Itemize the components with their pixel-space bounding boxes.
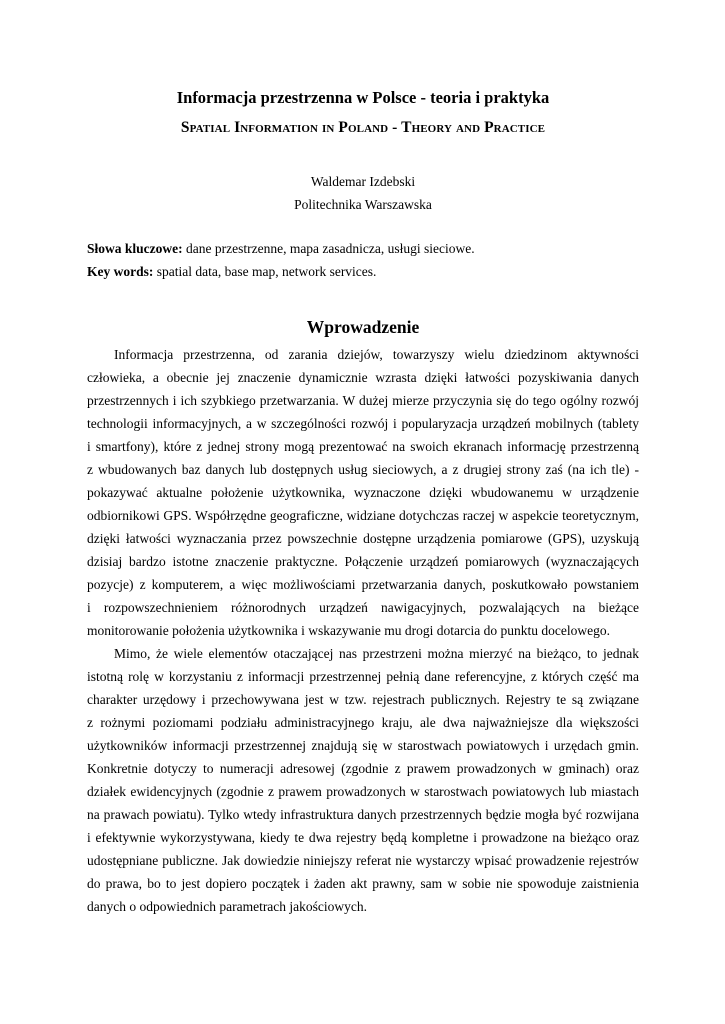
paragraph-line: i smartfony), które z jednej strony mogą prezentować na swoich ekranach informację przestrzenną [87,439,639,454]
paragraph-line: technologii informacyjnych, a w szczególności rozwój i popularyzacja urządzeń mobilnych (tablety [87,416,639,431]
paragraph-line: Informacja przestrzenna, od zarania dziejów, towarzyszy wielu dziedzinom aktywności [114,347,639,362]
keywords-english [87,263,639,281]
paragraph-line: pokazywać aktualne położenie użytkownika, wyznaczone dzięki wbudowanemu w urządzenie [87,485,639,500]
keywords-english-text: spatial data, base map, network services. [153,264,377,279]
paragraph-line: człowieka, a obecnie jej znaczenie dynamicznie wzrasta dzięki łatwości pozyskiwania danych [87,370,639,385]
paragraph [87,343,639,642]
paper-title-polish: Informacja przestrzenna w Polsce - teoria i praktyka [176,88,550,107]
paragraph-line: na prawach powiatu). Tylko wtedy infrastruktura danych przestrzennych będzie mogła być rozwijana [87,807,639,822]
keywords-polish-text: dane przestrzenne, mapa zasadnicza, usługi sieciowe. [182,241,475,256]
paragraph [87,642,639,918]
paragraph-line: charakter urzędowy i przechowywana jest w tzw. rejestrach publicznych. Rejestry te są związane [87,692,639,707]
paragraph-line: z rożnymi poziomami podziału administracyjnego kraju, ale dwa najważniejsze dla większości [87,715,639,730]
paragraph-line: użytkowników informacji przestrzennej znajdują się w starostwach powiatowych i urzędach gmin. [87,738,639,753]
section-heading: Wprowadzenie [306,317,420,337]
paragraph-line: do prawa, bo to jest dopiero początek i żaden akt prawny, sam w sobie nie spowoduje zaistnienia [87,876,639,891]
paragraph-line: Konkretnie dotyczy to numeracji adresowej (zgodnie z prawem prowadzonych w gminach) oraz [87,761,639,776]
paragraph-line: pozycje) z komputerem, a więc możliwościami przetwarzania danych, poskutkowało powstaniem [87,577,639,592]
paragraph-line: monitorowanie położenia użytkownika i wskazywanie mu drogi dotarcia do punktu docelowego. [87,623,610,638]
body-text [87,343,639,918]
paragraph-line: danych o odpowiednich parametrach jakościowych. [87,899,368,914]
keywords-polish [87,240,639,258]
paragraph-line: dzisiaj bardzo istotne znaczenie praktyczne. Połączenie urządzeń pomiarowych (wyznaczających [87,554,639,569]
keywords-polish-label: Słowa kluczowe: [87,241,183,256]
paragraph-line: działek ewidencyjnych (zgodnie z prawem prowadzonych w starostwach powiatowych lub miastach [87,784,639,799]
paragraph-line: i rozpowszechnieniem różnorodnych urządzeń nawigacyjnych, pozwalających na bieżące [87,600,639,615]
paragraph-line: dzięki łatwości wyznaczania przez powszechnie dostępne urządzenia pomiarowe (GPS), uzyskują [87,531,639,546]
paragraph-line: Mimo, że wiele elementów otaczającej nas przestrzeni można mierzyć na bieżąco, to jednak [114,646,639,661]
paragraph-line: odbiornikowi GPS. Współrzędne geograficzne, widziane dotychczas raczej w aspekcie teoretycznym, [87,508,639,523]
keywords-english-label: Key words: [87,264,154,279]
paper-title-english: Spatial Information in Poland - Theory and Practice [180,119,546,136]
paragraph-line: z wbudowanych baz danych lub dostępnych usług sieciowych, a z drugiej strony zaś (na ich tle) - [87,462,639,477]
author-affiliation: Politechnika Warszawska [294,197,432,212]
paragraph-line: udostępniane publiczne. Jak dowiedzie niniejszy referat nie wystarczy wpisać prowadzenie rejestrów [87,853,639,868]
paragraph-line: przestrzennych i ich szybkiego przetwarzania. W dużej mierze przyczynia się do tego ogólny rozwój [87,393,639,408]
author-name: Waldemar Izdebski [310,174,416,189]
paragraph-line: i efektywnie wykorzystywana, kiedy te dwa rejestry będą kompletne i prowadzone na bieżąco oraz [87,830,639,845]
paragraph-line: istotną rolę w korzystaniu z informacji przestrzennej pełnią dane referencyjne, z których część ma [87,669,639,684]
